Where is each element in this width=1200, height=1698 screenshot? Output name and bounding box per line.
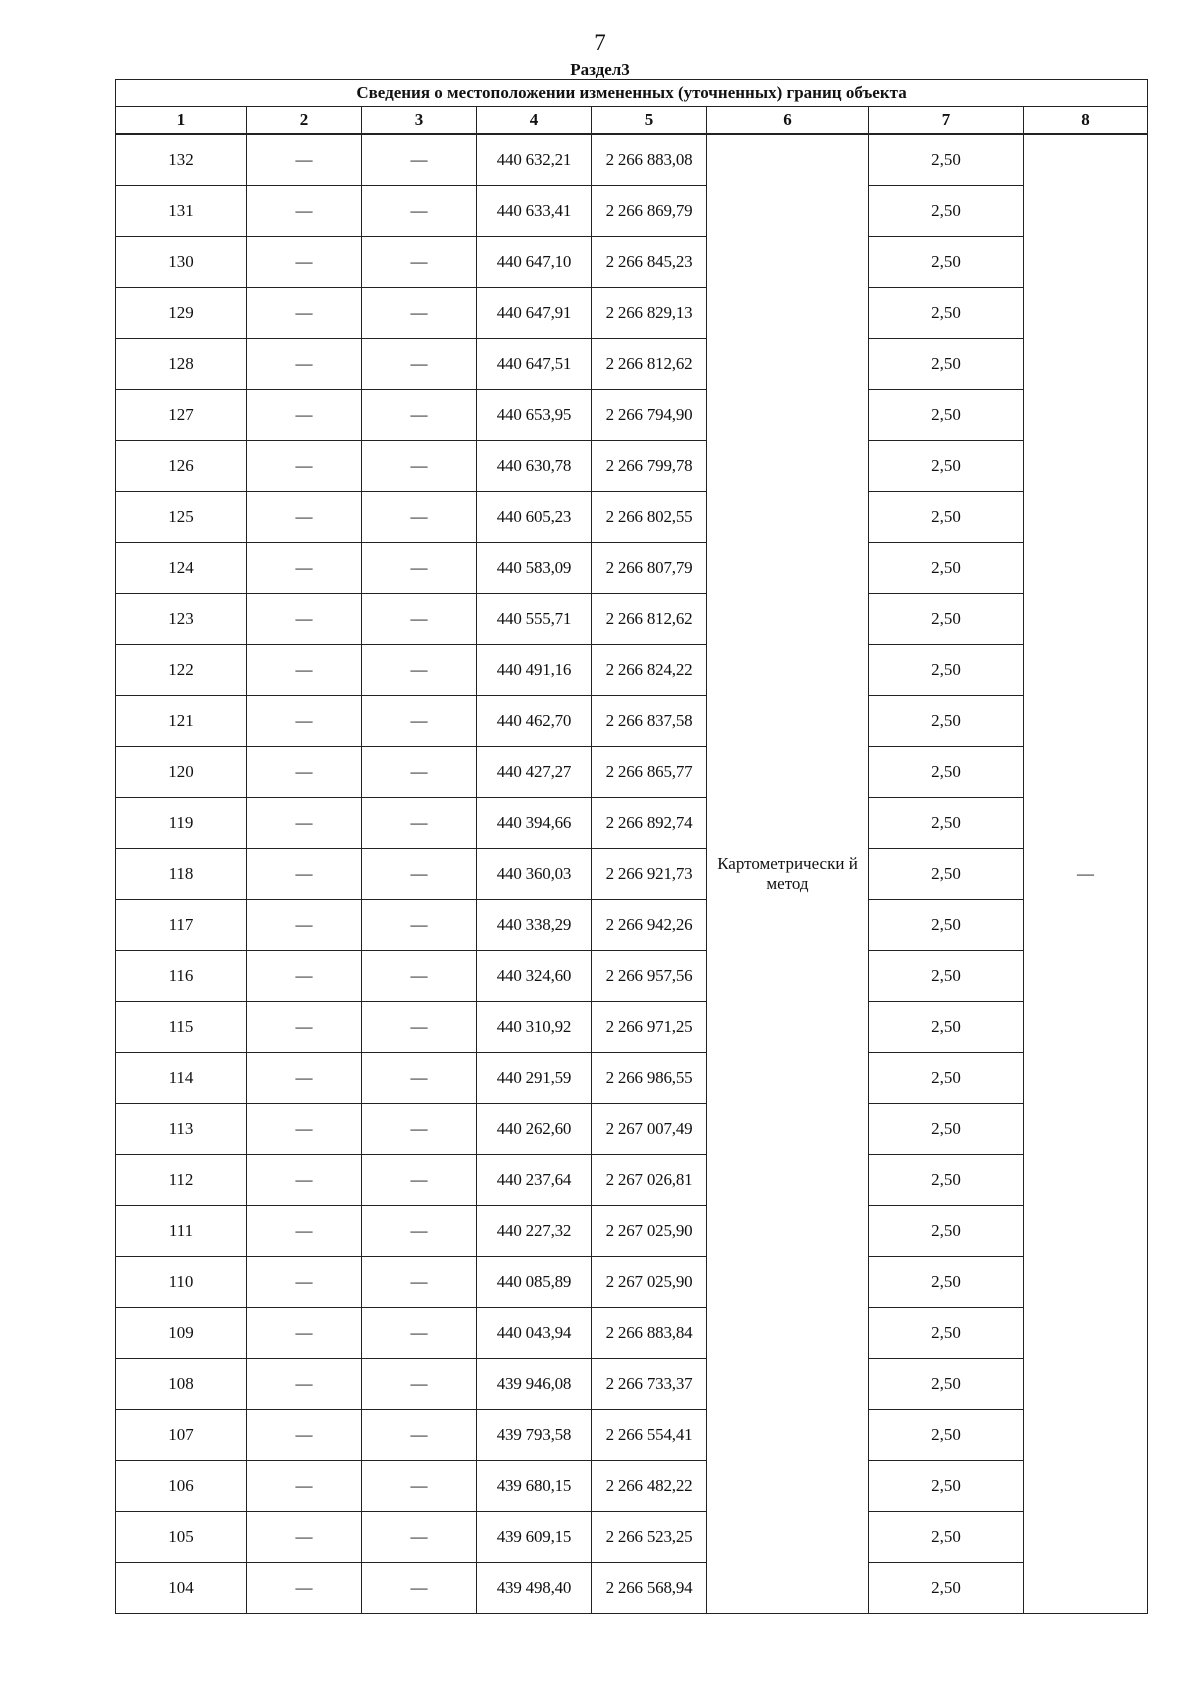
y-coordinate-cell: 2 266 865,77 (592, 747, 707, 798)
column-2-cell: — (247, 1359, 362, 1410)
column-3-cell: — (362, 1563, 477, 1614)
accuracy-cell: 2,50 (869, 1563, 1024, 1614)
table-row (116, 492, 1148, 543)
y-coordinate-cell: 2 266 829,13 (592, 288, 707, 339)
y-coordinate-cell: 2 267 026,81 (592, 1155, 707, 1206)
column-2-cell: — (247, 1563, 362, 1614)
accuracy-cell: 2,50 (869, 900, 1024, 951)
point-number-cell: 126 (116, 441, 247, 492)
column-2-cell: — (247, 1308, 362, 1359)
point-number-cell: 109 (116, 1308, 247, 1359)
y-coordinate-cell: 2 266 554,41 (592, 1410, 707, 1461)
column-3-cell: — (362, 543, 477, 594)
table-row (116, 1002, 1148, 1053)
point-number-cell: 123 (116, 594, 247, 645)
table-row (116, 1257, 1148, 1308)
point-number-cell: 106 (116, 1461, 247, 1512)
point-number-cell: 125 (116, 492, 247, 543)
accuracy-cell: 2,50 (869, 1257, 1024, 1308)
table-row (116, 390, 1148, 441)
table-row (116, 645, 1148, 696)
x-coordinate-cell: 440 583,09 (477, 543, 592, 594)
column-number-2: 2 (247, 107, 362, 135)
x-coordinate-cell: 440 085,89 (477, 1257, 592, 1308)
point-number-cell: 120 (116, 747, 247, 798)
column-2-cell: — (247, 747, 362, 798)
point-number-cell: 130 (116, 237, 247, 288)
table-row (116, 543, 1148, 594)
column-2-cell: — (247, 441, 362, 492)
table-caption: Сведения о местоположении измененных (уточненных) границ объекта (116, 80, 1148, 107)
point-number-cell: 105 (116, 1512, 247, 1563)
column-3-cell: — (362, 288, 477, 339)
page-number: 7 (594, 30, 606, 55)
y-coordinate-cell: 2 266 794,90 (592, 390, 707, 441)
accuracy-cell: 2,50 (869, 492, 1024, 543)
accuracy-cell: 2,50 (869, 339, 1024, 390)
accuracy-cell: 2,50 (869, 951, 1024, 1002)
column-number-4: 4 (477, 107, 592, 135)
point-number-cell: 104 (116, 1563, 247, 1614)
column-2-cell: — (247, 237, 362, 288)
accuracy-cell: 2,50 (869, 798, 1024, 849)
coordinates-table (115, 79, 1148, 1614)
table-row (116, 1104, 1148, 1155)
column-3-cell: — (362, 696, 477, 747)
x-coordinate-cell: 440 633,41 (477, 186, 592, 237)
column-2-cell: — (247, 645, 362, 696)
table-row (116, 1308, 1148, 1359)
x-coordinate-cell: 440 630,78 (477, 441, 592, 492)
x-coordinate-cell: 440 605,23 (477, 492, 592, 543)
y-coordinate-cell: 2 266 837,58 (592, 696, 707, 747)
y-coordinate-cell: 2 266 883,84 (592, 1308, 707, 1359)
column-2-cell: — (247, 339, 362, 390)
accuracy-cell: 2,50 (869, 1002, 1024, 1053)
x-coordinate-cell: 439 793,58 (477, 1410, 592, 1461)
x-coordinate-cell: 440 237,64 (477, 1155, 592, 1206)
column-3-cell: — (362, 900, 477, 951)
column-3-cell: — (362, 186, 477, 237)
accuracy-cell: 2,50 (869, 1512, 1024, 1563)
x-coordinate-cell: 440 360,03 (477, 849, 592, 900)
accuracy-cell: 2,50 (869, 1461, 1024, 1512)
column-3-cell: — (362, 1359, 477, 1410)
column-3-cell: — (362, 1104, 477, 1155)
column-3-cell: — (362, 798, 477, 849)
y-coordinate-cell: 2 266 482,22 (592, 1461, 707, 1512)
point-number-cell: 128 (116, 339, 247, 390)
column-2-cell: — (247, 134, 362, 186)
point-number-cell: 113 (116, 1104, 247, 1155)
column-number-6: 6 (707, 107, 869, 135)
point-number-cell: 108 (116, 1359, 247, 1410)
table-row (116, 1512, 1148, 1563)
table-caption-row (116, 80, 1148, 107)
column-3-cell: — (362, 339, 477, 390)
y-coordinate-cell: 2 266 845,23 (592, 237, 707, 288)
column-2-cell: — (247, 951, 362, 1002)
column-2-cell: — (247, 543, 362, 594)
column-2-cell: — (247, 1257, 362, 1308)
accuracy-cell: 2,50 (869, 747, 1024, 798)
point-number-cell: 115 (116, 1002, 247, 1053)
column-3-cell: — (362, 390, 477, 441)
point-number-cell: 129 (116, 288, 247, 339)
column-3-cell: — (362, 1512, 477, 1563)
column-2-cell: — (247, 288, 362, 339)
table-row (116, 1053, 1148, 1104)
point-number-cell: 122 (116, 645, 247, 696)
table-row (116, 849, 1148, 900)
point-number-cell: 124 (116, 543, 247, 594)
y-coordinate-cell: 2 266 942,26 (592, 900, 707, 951)
y-coordinate-cell: 2 266 892,74 (592, 798, 707, 849)
accuracy-cell: 2,50 (869, 849, 1024, 900)
column-3-cell: — (362, 1155, 477, 1206)
y-coordinate-cell: 2 266 869,79 (592, 186, 707, 237)
table-row (116, 237, 1148, 288)
point-number-cell: 121 (116, 696, 247, 747)
x-coordinate-cell: 440 324,60 (477, 951, 592, 1002)
column-2-cell: — (247, 1410, 362, 1461)
table-row (116, 1563, 1148, 1614)
method-cell: Картометрически й метод (707, 134, 869, 1614)
table-row (116, 339, 1148, 390)
accuracy-cell: 2,50 (869, 288, 1024, 339)
x-coordinate-cell: 440 555,71 (477, 594, 592, 645)
x-coordinate-cell: 440 632,21 (477, 134, 592, 186)
accuracy-cell: 2,50 (869, 696, 1024, 747)
column-3-cell: — (362, 134, 477, 186)
x-coordinate-cell: 440 338,29 (477, 900, 592, 951)
x-coordinate-cell: 440 427,27 (477, 747, 592, 798)
x-coordinate-cell: 440 291,59 (477, 1053, 592, 1104)
accuracy-cell: 2,50 (869, 441, 1024, 492)
point-number-cell: 119 (116, 798, 247, 849)
column-2-cell: — (247, 186, 362, 237)
x-coordinate-cell: 440 310,92 (477, 1002, 592, 1053)
table-row (116, 441, 1148, 492)
accuracy-cell: 2,50 (869, 1155, 1024, 1206)
point-number-cell: 131 (116, 186, 247, 237)
x-coordinate-cell: 440 262,60 (477, 1104, 592, 1155)
column-2-cell: — (247, 1512, 362, 1563)
y-coordinate-cell: 2 266 883,08 (592, 134, 707, 186)
table-row (116, 900, 1148, 951)
table-row (116, 696, 1148, 747)
column-2-cell: — (247, 594, 362, 645)
column-number-7: 7 (869, 107, 1024, 135)
x-coordinate-cell: 440 647,91 (477, 288, 592, 339)
point-number-cell: 117 (116, 900, 247, 951)
point-number-cell: 107 (116, 1410, 247, 1461)
column-number-row (116, 107, 1148, 135)
column-3-cell: — (362, 1002, 477, 1053)
table-row (116, 1410, 1148, 1461)
column-8-cell: — (1024, 134, 1148, 1614)
column-3-cell: — (362, 951, 477, 1002)
point-number-cell: 116 (116, 951, 247, 1002)
y-coordinate-cell: 2 266 812,62 (592, 594, 707, 645)
column-2-cell: — (247, 390, 362, 441)
table-row (116, 1461, 1148, 1512)
column-3-cell: — (362, 1461, 477, 1512)
column-2-cell: — (247, 1104, 362, 1155)
accuracy-cell: 2,50 (869, 1206, 1024, 1257)
accuracy-cell: 2,50 (869, 390, 1024, 441)
column-3-cell: — (362, 492, 477, 543)
y-coordinate-cell: 2 266 957,56 (592, 951, 707, 1002)
y-coordinate-cell: 2 267 025,90 (592, 1206, 707, 1257)
y-coordinate-cell: 2 266 971,25 (592, 1002, 707, 1053)
y-coordinate-cell: 2 266 733,37 (592, 1359, 707, 1410)
x-coordinate-cell: 440 227,32 (477, 1206, 592, 1257)
column-3-cell: — (362, 441, 477, 492)
x-coordinate-cell: 440 647,51 (477, 339, 592, 390)
accuracy-cell: 2,50 (869, 237, 1024, 288)
column-2-cell: — (247, 849, 362, 900)
accuracy-cell: 2,50 (869, 1053, 1024, 1104)
table-row (116, 798, 1148, 849)
x-coordinate-cell: 440 653,95 (477, 390, 592, 441)
accuracy-cell: 2,50 (869, 1410, 1024, 1461)
table-row (116, 1155, 1148, 1206)
table-row (116, 747, 1148, 798)
x-coordinate-cell: 440 647,10 (477, 237, 592, 288)
accuracy-cell: 2,50 (869, 594, 1024, 645)
x-coordinate-cell: 440 043,94 (477, 1308, 592, 1359)
column-3-cell: — (362, 849, 477, 900)
table-row (116, 594, 1148, 645)
x-coordinate-cell: 439 680,15 (477, 1461, 592, 1512)
y-coordinate-cell: 2 267 007,49 (592, 1104, 707, 1155)
accuracy-cell: 2,50 (869, 186, 1024, 237)
column-3-cell: — (362, 1308, 477, 1359)
column-number-5: 5 (592, 107, 707, 135)
column-2-cell: — (247, 798, 362, 849)
column-2-cell: — (247, 696, 362, 747)
accuracy-cell: 2,50 (869, 1104, 1024, 1155)
section-title: Раздел3 (570, 60, 630, 79)
table-body (116, 134, 1148, 1614)
point-number-cell: 127 (116, 390, 247, 441)
accuracy-cell: 2,50 (869, 1359, 1024, 1410)
column-3-cell: — (362, 645, 477, 696)
table-row (116, 1359, 1148, 1410)
x-coordinate-cell: 440 491,16 (477, 645, 592, 696)
column-3-cell: — (362, 1410, 477, 1461)
point-number-cell: 118 (116, 849, 247, 900)
column-3-cell: — (362, 594, 477, 645)
point-number-cell: 114 (116, 1053, 247, 1104)
column-3-cell: — (362, 1053, 477, 1104)
y-coordinate-cell: 2 266 824,22 (592, 645, 707, 696)
column-3-cell: — (362, 237, 477, 288)
y-coordinate-cell: 2 266 812,62 (592, 339, 707, 390)
accuracy-cell: 2,50 (869, 543, 1024, 594)
x-coordinate-cell: 439 498,40 (477, 1563, 592, 1614)
accuracy-cell: 2,50 (869, 645, 1024, 696)
point-number-cell: 112 (116, 1155, 247, 1206)
column-number-1: 1 (116, 107, 247, 135)
y-coordinate-cell: 2 266 986,55 (592, 1053, 707, 1104)
point-number-cell: 132 (116, 134, 247, 186)
y-coordinate-cell: 2 266 921,73 (592, 849, 707, 900)
x-coordinate-cell: 439 946,08 (477, 1359, 592, 1410)
column-3-cell: — (362, 1206, 477, 1257)
accuracy-cell: 2,50 (869, 1308, 1024, 1359)
column-2-cell: — (247, 900, 362, 951)
y-coordinate-cell: 2 266 799,78 (592, 441, 707, 492)
y-coordinate-cell: 2 266 523,25 (592, 1512, 707, 1563)
x-coordinate-cell: 440 394,66 (477, 798, 592, 849)
column-number-3: 3 (362, 107, 477, 135)
column-number-8: 8 (1024, 107, 1148, 135)
point-number-cell: 111 (116, 1206, 247, 1257)
column-2-cell: — (247, 492, 362, 543)
y-coordinate-cell: 2 266 802,55 (592, 492, 707, 543)
accuracy-cell: 2,50 (869, 134, 1024, 186)
x-coordinate-cell: 440 462,70 (477, 696, 592, 747)
column-2-cell: — (247, 1206, 362, 1257)
column-3-cell: — (362, 1257, 477, 1308)
column-2-cell: — (247, 1155, 362, 1206)
point-number-cell: 110 (116, 1257, 247, 1308)
column-2-cell: — (247, 1002, 362, 1053)
table-row (116, 951, 1148, 1002)
table-row (116, 288, 1148, 339)
column-3-cell: — (362, 747, 477, 798)
x-coordinate-cell: 439 609,15 (477, 1512, 592, 1563)
column-2-cell: — (247, 1461, 362, 1512)
y-coordinate-cell: 2 267 025,90 (592, 1257, 707, 1308)
table-row (116, 134, 1148, 186)
column-2-cell: — (247, 1053, 362, 1104)
table-row (116, 186, 1148, 237)
y-coordinate-cell: 2 266 568,94 (592, 1563, 707, 1614)
table-row (116, 1206, 1148, 1257)
y-coordinate-cell: 2 266 807,79 (592, 543, 707, 594)
